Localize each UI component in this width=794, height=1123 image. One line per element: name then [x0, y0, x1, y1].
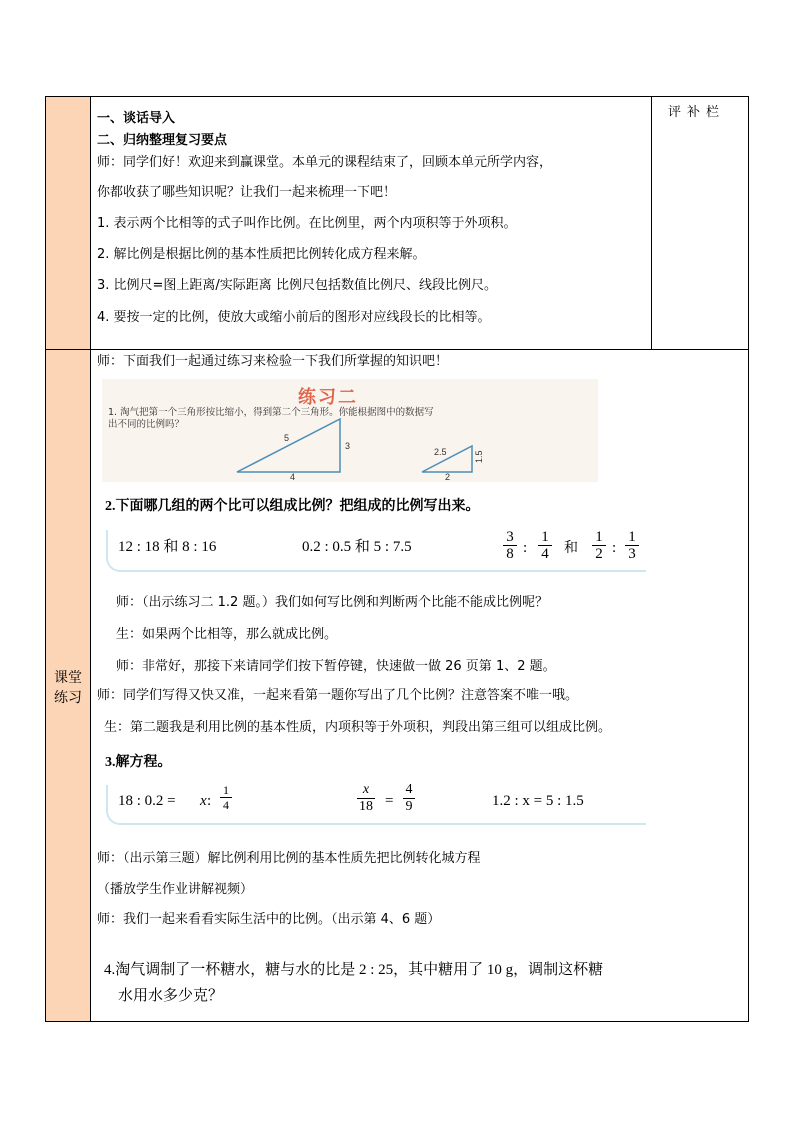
small-height-label: 1.5 [474, 450, 484, 463]
frac-denominator: 18 [359, 799, 373, 814]
frac-num: x [362, 782, 370, 797]
exercise-question-line-2: 出不同的比例吗？ [108, 419, 185, 430]
frac-denominator: 9 [403, 798, 415, 815]
q4-line-1: 4.淘气调制了一杯糖水，糖与水的比是 2 : 25，其中糖用了 10 g，调制这杯糖 [104, 962, 604, 978]
triangles-figure [102, 379, 598, 482]
q3-eq-a-colon: : [207, 793, 212, 809]
table-col-divider-right [651, 96, 652, 350]
q3-eq-a-x: x [200, 793, 207, 809]
small-base-label: 2 [445, 472, 451, 482]
point-2: 2. 解比例是根据比例的基本性质把比例转化成方程来解。 [97, 247, 426, 262]
q3-frac-1-4 [220, 783, 232, 812]
dialogue-line-f: 师：（出示第三题）解比例利用比例的基本性质先把比例转化城方程 [97, 851, 481, 866]
frac-num: 1 [223, 783, 229, 797]
frac-denominator: 4 [220, 797, 232, 812]
intro-line-2: 你都收获了哪些知识呢？让我们一起来梳理一下吧！ [97, 185, 397, 200]
q3-frac-4-9 [403, 782, 415, 815]
q3-title: 3.解方程。 [105, 755, 172, 770]
intro-line-1: 师：同学们好！欢迎来到赢课堂。本单元的课程结束了，回顾本单元所学内容， [97, 155, 553, 170]
q3-eq-a-left: 18 : 0.2 = [118, 793, 176, 809]
q2-frac-1-2 [592, 529, 606, 562]
point-4: 4. 要按一定的比例，使放大或缩小前后的图形对应线段长的比相等。 [97, 310, 491, 325]
table-border-left [45, 96, 46, 1022]
q3-eq-c: 1.2 : x = 5 : 1.5 [492, 793, 584, 809]
frac-num: 1 [595, 529, 603, 545]
q2-colon-1: : [523, 540, 528, 556]
small-triangle [422, 446, 472, 472]
frac-num: 4 [405, 782, 413, 797]
q3-frac-x-18 [357, 782, 375, 815]
review-column-header: 评补栏 [668, 105, 726, 120]
heading-intro: 一、谈话导入 [97, 111, 176, 126]
frac-denominator: 2 [592, 545, 606, 562]
q2-frac-3-8 [503, 529, 517, 562]
q2-bracket-bottom [126, 560, 646, 572]
table-border-bottom [45, 1021, 749, 1022]
small-hyp-label: 2.5 [434, 447, 447, 457]
exercise-question-line-1: 1. 淘气把第一个三角形按比缩小，得到第二个三角形。你能根据图中的数据写 [108, 407, 434, 418]
dialogue-line-d: 师：同学们写得又快又准，一起来看第一题你写出了几个比例？注意答案不唯一哦。 [97, 688, 579, 703]
frac-denominator: 8 [503, 545, 517, 562]
big-height-label: 3 [345, 441, 351, 451]
q2-option-b: 0.2 : 0.5 和 5 : 7.5 [302, 539, 412, 555]
table-border-right [748, 96, 749, 1022]
table-border-top [45, 96, 749, 97]
side-label-practice: 练习 [54, 690, 82, 706]
textbook-exercise-image [102, 379, 598, 482]
q2-title: 2.下面哪几组的两个比可以组成比例？把组成的比例写出来。 [105, 499, 480, 514]
dialogue-line-c: 师：非常好，那接下来请同学们按下暂停键，快速做一做 26 页第 1、2 题。 [116, 659, 556, 674]
point-1: 1. 表示两个比相等的式子叫作比例。在比例里，两个内项积等于外项积。 [97, 216, 517, 231]
frac-denominator: 3 [625, 545, 639, 562]
big-base-label: 4 [290, 472, 296, 482]
q2-bracket-left [106, 530, 128, 572]
q2-frac-1-3 [625, 529, 639, 562]
frac-num: 3 [506, 529, 514, 545]
dialogue-line-e: 生：第二题我是利用比例的基本性质，内项积等于外项积，判段出第三组可以组成比例。 [104, 720, 612, 735]
frac-denominator: 4 [538, 545, 552, 562]
point-3: 3. 比例尺=图上距离/实际距离 比例尺包括数值比例尺、线段比例尺。 [97, 278, 497, 293]
dialogue-line-b: 生：如果两个比相等，那么就成比例。 [116, 627, 338, 642]
heading-review: 二、归纳整理复习要点 [97, 133, 228, 148]
dialogue-line-h: 师：我们一起来看看实际生活中的比例。（出示第 4、6 题） [97, 912, 441, 927]
table-col-divider-side [90, 96, 91, 1022]
big-triangle [237, 419, 340, 472]
q2-option-a: 12 : 18 和 8 : 16 [118, 539, 217, 555]
big-hyp-label: 5 [284, 433, 290, 443]
q2-and: 和 [564, 540, 578, 556]
dialogue-line-a: 师：（出示练习二 1.2 题。）我们如何写比例和判断两个比能不能成比例呢？ [116, 595, 548, 610]
frac-num: 1 [541, 529, 549, 545]
q4-line-2: 水用水多少克？ [118, 988, 224, 1004]
side-label-class: 课堂 [54, 670, 82, 686]
q3-eq-b-equals: = [385, 793, 394, 809]
side-column-top [46, 97, 90, 349]
q2-colon-2: : [612, 540, 617, 556]
table-row-divider [45, 349, 749, 350]
q2-frac-1-4 [538, 529, 552, 562]
q3-bracket-left [106, 785, 128, 825]
exercise-title: 练习二 [298, 387, 358, 408]
frac-num: 1 [628, 529, 636, 545]
dialogue-line-g: （播放学生作业讲解视频） [97, 882, 254, 897]
practice-lead: 师：下面我们一起通过练习来检验一下我们所掌握的知识吧！ [97, 354, 449, 369]
q3-bracket-bottom [126, 813, 646, 825]
